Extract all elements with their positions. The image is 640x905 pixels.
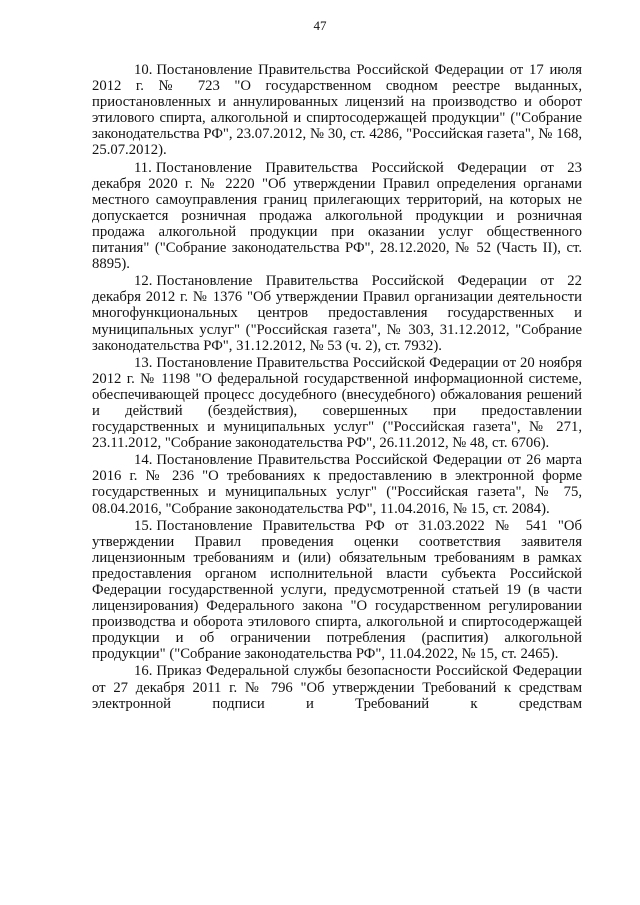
list-item (92, 452, 582, 516)
list-item (92, 355, 582, 452)
item-text: Постановление Правительства Российской Федерации от 26 марта 2016 г. № 236 "О требованиях к предоставлению в электронной форме государственных и муниципальных услуг" ("Российская газета", № 75, 08.04.2016, "Собрание законодательства РФ", 11.04.2016, № 15, ст. 2084). (92, 452, 582, 517)
item-number: 14. (134, 452, 153, 469)
page-number: 47 (313, 18, 327, 33)
item-text: Постановление Правительства РФ от 31.03.2022 № 541 "Об утверждении Правил проведения оценки соответствия заявителя лицензионным требованиям и (или) обязательным требованиям в рамках предоставления органом исполнительной власти субъекта Российской Федерации государственной услуги, предусмотренной статьей 19 (в части лицензирования) Федерального закона "О государственном регулировании производства и оборота этилового спирта, алкогольной и спиртосодержащей продукции и об ограничении потребления (распития) алкогольной продукции" ("Собрание законодательства РФ", 11.04.2022, № 15, ст. 2465). (92, 517, 582, 663)
item-text: Постановление Правительства Российской Федерации от 22 декабря 2012 г. № 1376 "Об утверждении Правил организации деятельности многофункциональных центров предоставления государственных и муниципальных услуг" ("Российская газета", № 303, 31.12.2012, "Собрание законодательства РФ", 31.12.2012, № 53 (ч. 2), ст. 7932). (92, 273, 582, 354)
list-item (92, 663, 582, 711)
list-item (92, 62, 582, 159)
item-text: Постановление Правительства Российской Федерации от 17 июля 2012 г. № 723 "О государственном сводном реестре выданных, приостановленных и аннулированных лицензий на производство и оборот этилового спирта, алкогольной и спиртосодержащей продукции" ("Собрание законодательства РФ", 23.07.2012, № 30, ст. 4286, "Российская газета", № 168, 25.07.2012). (92, 62, 582, 159)
item-number: 10. (134, 62, 153, 78)
item-number: 13. (134, 354, 153, 371)
item-number: 15. (134, 517, 153, 534)
legal-acts-list (92, 62, 582, 713)
list-item (92, 160, 582, 273)
item-number: 11. (134, 159, 152, 176)
item-text: Приказ Федеральной службы безопасности Российской Федерации от 27 декабря 2011 г. № 796 "Об утверждении Требований к средствам электронной подписи и Требований к средствам (92, 663, 582, 712)
list-item (92, 273, 582, 353)
item-text: Постановление Правительства Российской Федерации от 23 декабря 2020 г. № 2220 "Об утверждении Правил определения органами местного самоуправления границ прилегающих территорий, на которых не допускается розничная продажа алкогольной продукции и розничная продажа алкогольной продукции при оказании услуг общественного питания" ("Собрание законодательства РФ", 28.12.2020, № 52 (Часть II), ст. 8895). (92, 159, 582, 273)
item-text: Постановление Правительства Российской Федерации от 20 ноября 2012 г. № 1198 "О федеральной государственной информационной системе, обеспечивающей процесс досудебного (внесудебного) обжалования решений и действий (бездействия), совершенных при предоставлении государственных и муниципальных услуг" ("Российская газета", № 271, 23.11.2012, "Собрание законодательства РФ", 26.11.2012, № 48, ст. 6706). (92, 354, 582, 452)
item-number: 16. (134, 663, 153, 680)
list-item (92, 518, 582, 663)
item-number: 12. (134, 273, 153, 290)
